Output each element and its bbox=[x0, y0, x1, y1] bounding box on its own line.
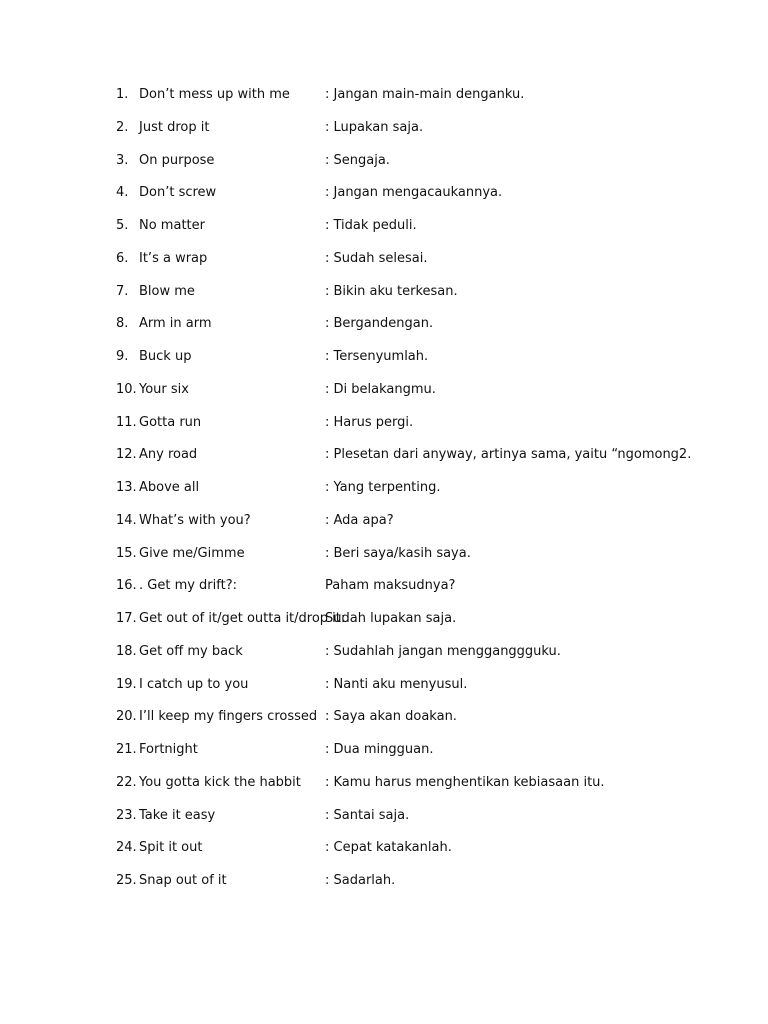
english-phrase: On purpose bbox=[139, 152, 215, 168]
item-number: 4. bbox=[116, 185, 129, 201]
item-number: 23. bbox=[116, 807, 137, 823]
item-number: 5. bbox=[116, 218, 129, 233]
english-phrase: Don’t screw bbox=[139, 185, 217, 201]
list-item bbox=[116, 807, 736, 840]
item-number: 20. bbox=[116, 709, 137, 725]
english-phrase: Don’t mess up with me bbox=[139, 87, 290, 102]
english-phrase: What’s with you? bbox=[139, 512, 251, 528]
english-phrase: Take it easy bbox=[139, 807, 216, 823]
list-item bbox=[116, 676, 736, 709]
english-phrase: Gotta run bbox=[139, 414, 202, 430]
indonesian-meaning: : Sengaja. bbox=[325, 152, 390, 168]
list-item bbox=[116, 643, 736, 676]
indonesian-meaning: : Harus pergi. bbox=[325, 414, 414, 430]
item-number: 16. bbox=[116, 578, 137, 594]
indonesian-meaning: : Bikin aku terkesan. bbox=[325, 283, 458, 299]
list-item bbox=[116, 872, 736, 905]
item-number: 14. bbox=[116, 512, 137, 528]
english-phrase: Give me/Gimme bbox=[139, 545, 245, 561]
english-phrase: Buck up bbox=[139, 349, 192, 364]
list-item bbox=[116, 250, 736, 283]
english-phrase: You gotta kick the habbit bbox=[139, 774, 301, 790]
list-item bbox=[116, 839, 736, 872]
indonesian-meaning: : Ada apa? bbox=[325, 512, 394, 528]
item-number: 25. bbox=[116, 873, 137, 888]
item-number: 15. bbox=[116, 545, 137, 561]
indonesian-meaning: : Sadarlah. bbox=[325, 873, 396, 888]
list-item bbox=[116, 283, 736, 316]
item-number: 13. bbox=[116, 480, 137, 495]
list-item bbox=[116, 152, 736, 185]
indonesian-meaning: : Dua mingguan. bbox=[325, 742, 434, 757]
list-item bbox=[116, 86, 736, 119]
item-number: 3. bbox=[116, 152, 129, 168]
list-item bbox=[116, 774, 736, 807]
list-item bbox=[116, 348, 736, 381]
item-number: 24. bbox=[116, 840, 137, 856]
item-number: 1. bbox=[116, 87, 129, 102]
item-number: 8. bbox=[116, 316, 129, 332]
english-phrase: Your six bbox=[139, 381, 189, 397]
indonesian-meaning: : Lupakan saja. bbox=[325, 119, 424, 135]
list-item bbox=[116, 577, 736, 610]
english-phrase: Any road bbox=[139, 447, 198, 463]
indonesian-meaning: : Cepat katakanlah. bbox=[325, 840, 452, 856]
item-number: 6. bbox=[116, 250, 129, 266]
item-number: 18. bbox=[116, 643, 137, 659]
list-item bbox=[116, 184, 736, 217]
item-number: 22. bbox=[116, 774, 137, 790]
english-phrase: . Get my drift?: bbox=[139, 578, 237, 594]
english-phrase: I catch up to you bbox=[139, 676, 249, 692]
list-item bbox=[116, 414, 736, 447]
item-number: 12. bbox=[116, 447, 137, 463]
indonesian-meaning: : Sudahlah jangan mengganggguku. bbox=[325, 643, 561, 659]
list-item bbox=[116, 381, 736, 414]
english-phrase: Just drop it bbox=[139, 119, 210, 135]
english-phrase: Spit it out bbox=[139, 840, 203, 856]
indonesian-meaning: : Tidak peduli. bbox=[325, 218, 417, 233]
item-number: 17. bbox=[116, 611, 137, 626]
item-number: 19. bbox=[116, 676, 137, 692]
item-number: 11. bbox=[116, 414, 137, 430]
indonesian-meaning: Paham maksudnya? bbox=[325, 578, 456, 594]
english-phrase: Above all bbox=[139, 480, 200, 495]
list-item bbox=[116, 217, 736, 250]
item-number: 9. bbox=[116, 349, 129, 364]
english-phrase: Get out of it/get outta it/drop it: bbox=[139, 611, 346, 626]
list-item bbox=[116, 741, 736, 774]
indonesian-meaning: : Beri saya/kasih saya. bbox=[325, 545, 471, 561]
english-phrase: Snap out of it bbox=[139, 873, 227, 888]
english-phrase: It’s a wrap bbox=[139, 250, 208, 266]
item-number: 2. bbox=[116, 119, 129, 135]
english-phrase: Arm in arm bbox=[139, 316, 212, 332]
english-phrase: I’ll keep my fingers crossed bbox=[139, 709, 318, 725]
list-item bbox=[116, 545, 736, 578]
indonesian-meaning: : Yang terpenting. bbox=[325, 480, 441, 495]
list-item bbox=[116, 610, 736, 643]
english-phrase: Blow me bbox=[139, 283, 195, 299]
item-number: 21. bbox=[116, 742, 137, 757]
indonesian-meaning: : Nanti aku menyusul. bbox=[325, 676, 468, 692]
item-number: 10. bbox=[116, 381, 137, 397]
list-item bbox=[116, 119, 736, 152]
indonesian-meaning: : Jangan mengacaukannya. bbox=[325, 185, 503, 201]
list-item bbox=[116, 708, 736, 741]
list-item bbox=[116, 315, 736, 348]
english-phrase: No matter bbox=[139, 218, 205, 233]
indonesian-meaning: : Jangan main-main denganku. bbox=[325, 87, 525, 102]
indonesian-meaning: : Plesetan dari anyway, artinya sama, yaitu “ngomong2. bbox=[325, 447, 692, 463]
list-item bbox=[116, 479, 736, 512]
indonesian-meaning: : Di belakangmu. bbox=[325, 381, 436, 397]
indonesian-meaning: : Bergandengan. bbox=[325, 316, 434, 332]
indonesian-meaning: : Kamu harus menghentikan kebiasaan itu. bbox=[325, 774, 605, 790]
indonesian-meaning: : Tersenyumlah. bbox=[325, 349, 429, 364]
list-item bbox=[116, 512, 736, 545]
item-number: 7. bbox=[116, 283, 129, 299]
indonesian-meaning: : Saya akan doakan. bbox=[325, 709, 457, 725]
indonesian-meaning: Sudah lupakan saja. bbox=[325, 611, 457, 626]
indonesian-meaning: : Santai saja. bbox=[325, 807, 410, 823]
list-item bbox=[116, 446, 736, 479]
english-phrase: Get off my back bbox=[139, 643, 243, 659]
indonesian-meaning: : Sudah selesai. bbox=[325, 250, 428, 266]
english-phrase: Fortnight bbox=[139, 742, 198, 757]
phrase-list bbox=[116, 86, 736, 905]
